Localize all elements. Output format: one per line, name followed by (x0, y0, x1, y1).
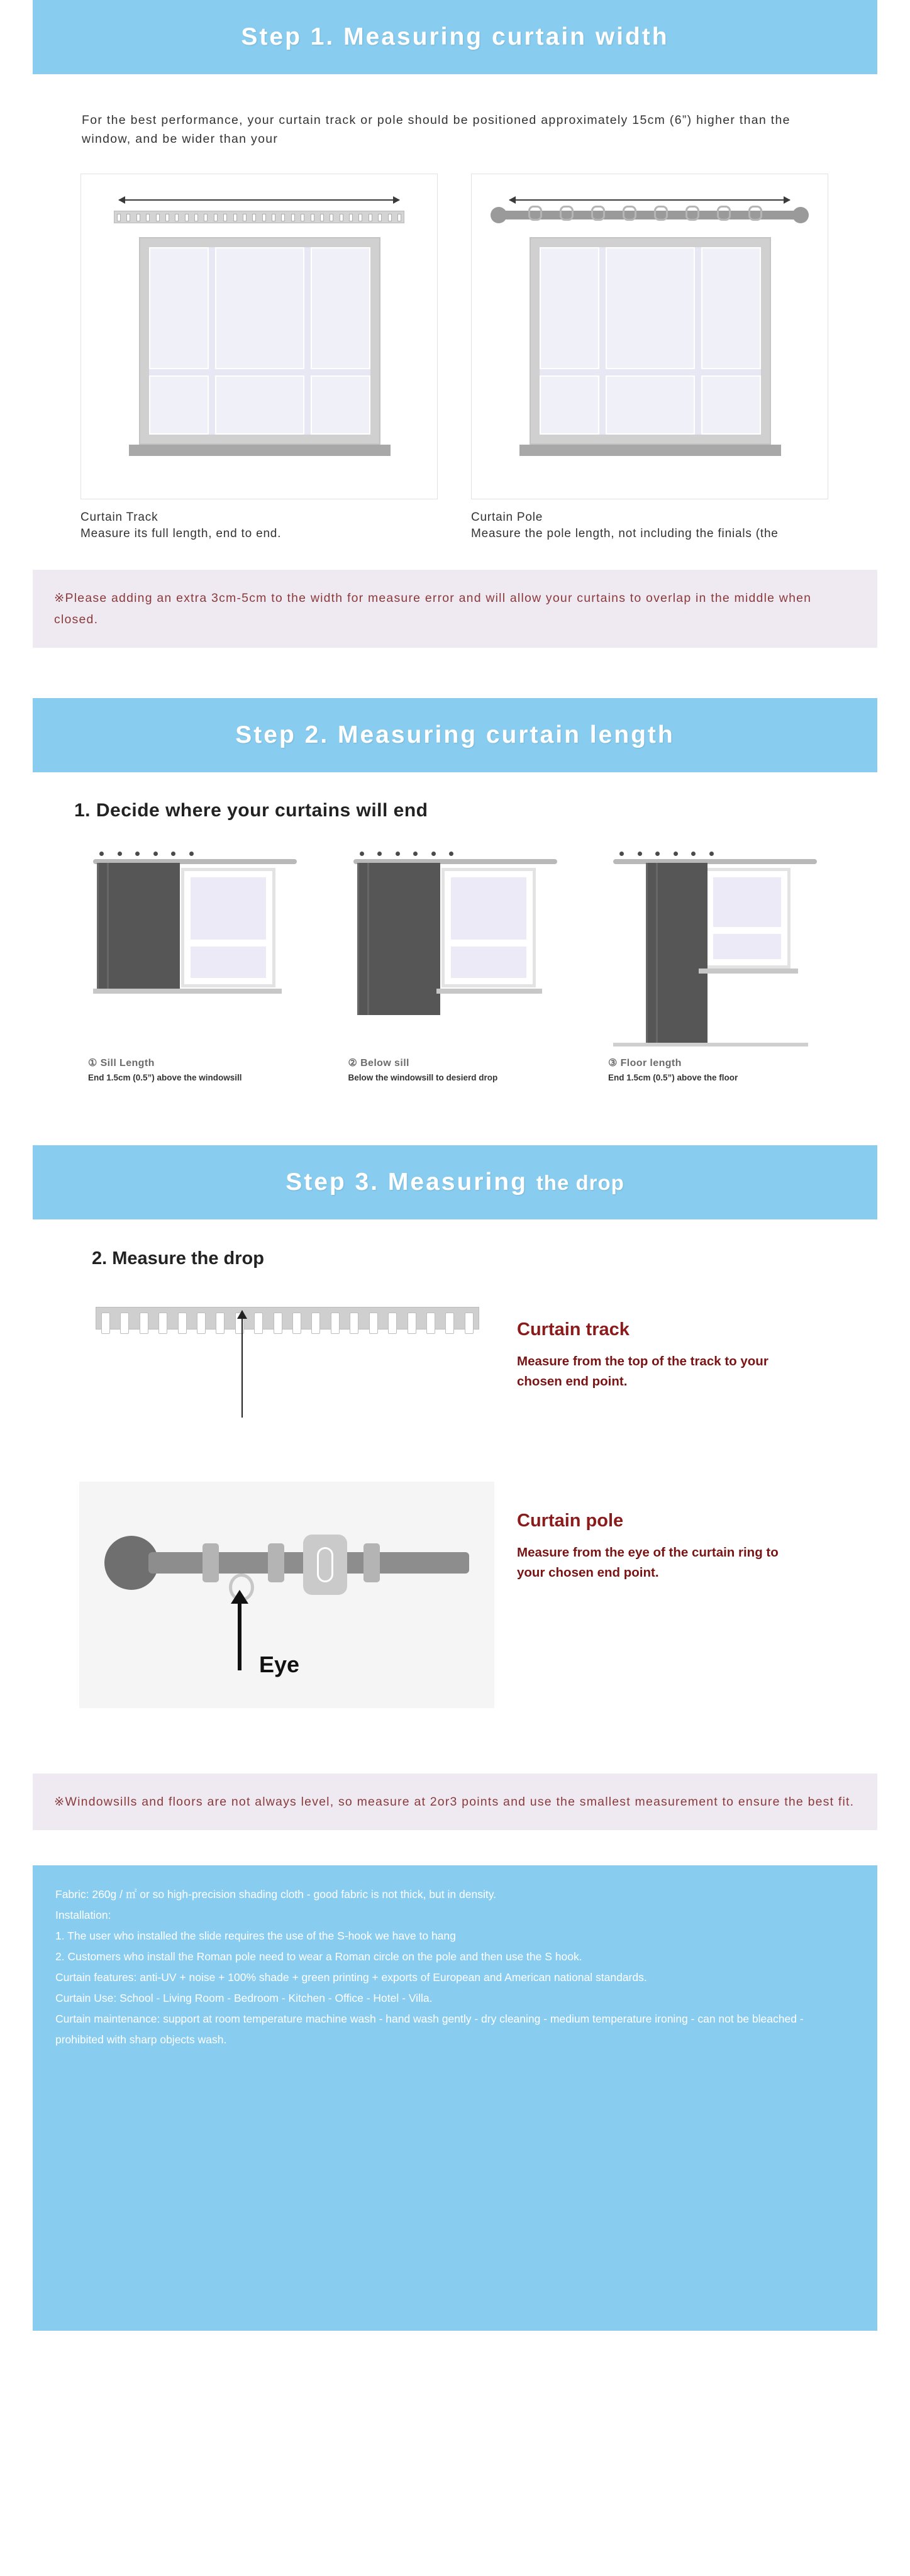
product-info-box (33, 1865, 877, 2331)
sill-length-card (88, 843, 302, 1082)
windowsill-icon (519, 445, 781, 456)
curtain-pole-card (471, 174, 830, 542)
window-icon (181, 868, 275, 987)
curtain-track-desc: Measure its full length, end to end. (80, 527, 282, 540)
curtain-pole-desc: Measure the pole length, not including the finials (the (471, 527, 779, 540)
window-icon (704, 868, 791, 969)
curtain-panel-icon (97, 863, 180, 989)
pole-collar-icon (363, 1543, 380, 1582)
pole-drop-graphic (79, 1482, 494, 1708)
floor-length-desc: End 1.5cm (0.5”) above the floor (608, 1073, 738, 1082)
eye-label: Eye (259, 1652, 300, 1677)
step1-banner (33, 0, 877, 74)
curtain-pole-title: Curtain Pole (471, 511, 543, 524)
step3-title-sub: the drop (536, 1171, 624, 1194)
curtain-track-diagram (80, 174, 438, 499)
measure-arrow-icon (241, 1311, 243, 1418)
pole-ring-icon (685, 206, 699, 221)
pole-ring-icon (591, 206, 605, 221)
curtain-pole-drop-text (517, 1482, 800, 1583)
windowsill-icon (699, 969, 798, 974)
step2-title: Step 2. Measuring curtain length (235, 721, 675, 748)
step1-note: ※Please adding an extra 3cm-5cm to the width for measure error and will allow your curtains to overlap in the middle when closed. (33, 570, 877, 648)
track-bar-icon (96, 1307, 479, 1330)
info-line-use: Curtain Use: School - Living Room - Bedroom - Kitchen - Office - Hotel - Villa. (55, 1992, 433, 2004)
info-line-features: Curtain features: anti-UV + noise + 100% shade + green printing + exports of European and American national standards. (55, 1971, 647, 1984)
below-sill-diagram (348, 843, 562, 1050)
window-frame-icon (139, 237, 380, 445)
info-line-fabric: Fabric: 260g / ㎡ or so high-precision shading cloth - good fabric is not thick, but in density. (55, 1888, 497, 1901)
step3-note: ※Windowsills and floors are not always level, so measure at 2or3 points and use the smallest measurement to ensure the best fit. (33, 1774, 877, 1830)
curtain-pole-drop-desc: Measure from the eye of the curtain ring to your chosen end point. (517, 1545, 779, 1580)
below-sill-label: ② Below sill (348, 1058, 409, 1069)
curtain-hooks-icon (619, 852, 714, 860)
info-line-install-2: 2. Customers who install the Roman pole need to wear a Roman circle on the pole and then use the S hook. (55, 1950, 582, 1963)
step2-banner (33, 698, 877, 772)
curtain-track-drop-text (517, 1291, 800, 1392)
curtain-panel-icon (357, 863, 440, 1015)
track-rings-icon (117, 214, 401, 221)
floor-length-card (608, 843, 822, 1082)
pole-ring-icon (654, 206, 668, 221)
width-arrow-icon (509, 199, 790, 201)
window-icon (441, 868, 536, 987)
track-bar-icon (114, 211, 404, 223)
step1-diagrams (80, 174, 830, 542)
sill-length-label: ① Sill Length (88, 1058, 155, 1069)
curtain-pole-drop-block (79, 1482, 910, 1708)
floor-length-label: ③ Floor length (608, 1058, 682, 1069)
step3-title (286, 1169, 624, 1196)
windowsill-icon (436, 989, 542, 994)
step1-title: Step 1. Measuring curtain width (241, 23, 669, 50)
pole-bracket-icon (303, 1535, 347, 1595)
step3-title-main: Step 3. Measuring (286, 1169, 528, 1196)
pole-ring-icon (717, 206, 731, 221)
sill-length-desc: End 1.5cm (0.5”) above the windowsill (88, 1073, 242, 1082)
curtain-track-drop-title: Curtain track (517, 1319, 630, 1340)
curtain-track-drop-block (79, 1291, 910, 1435)
step2-heading: 1. Decide where your curtains will end (74, 800, 428, 821)
track-rings-icon (101, 1313, 474, 1334)
curtain-hooks-icon (360, 852, 454, 860)
info-line-maintenance: Curtain maintenance: support at room temperature machine wash - hand wash gently - dry cleaning - medium temperature ironing - can not be bleached - prohibited with sharp objects wash. (55, 2012, 804, 2046)
width-arrow-icon (119, 199, 399, 201)
pole-finial-left-icon (491, 207, 507, 223)
info-line-install-1: 1. The user who installed the slide requires the use of the S-hook we have to hang (55, 1929, 456, 1942)
sill-length-diagram (88, 843, 302, 1050)
step2-diagrams (88, 843, 822, 1082)
pole-ring-icon (528, 206, 542, 221)
floor-line-icon (613, 1043, 808, 1046)
step3-banner (33, 1145, 877, 1219)
step3-heading: 2. Measure the drop (92, 1248, 264, 1269)
below-sill-desc: Below the windowsill to desierd drop (348, 1073, 498, 1082)
curtain-hooks-icon (99, 852, 194, 860)
curtain-track-card (80, 174, 439, 542)
pole-ring-icon (748, 206, 762, 221)
pole-collar-icon (268, 1543, 284, 1582)
curtain-track-title: Curtain Track (80, 511, 158, 524)
windowsill-icon (93, 989, 282, 994)
below-sill-card (348, 843, 562, 1082)
curtain-pole-diagram (471, 174, 828, 499)
pole-ring-icon (560, 206, 574, 221)
info-line-installation: Installation: (55, 1909, 111, 1921)
curtain-track-drop-desc: Measure from the top of the track to your chosen end point. (517, 1354, 769, 1389)
step1-intro: For the best performance, your curtain track or pole should be positioned approximately 15cm (6”) higher than the window, and be wider than your (82, 113, 791, 146)
measure-arrow-icon (238, 1602, 241, 1670)
pole-ring-icon (623, 206, 636, 221)
window-frame-icon (530, 237, 771, 445)
curtain-track-caption (80, 509, 439, 542)
curtain-pole-caption (471, 509, 830, 542)
floor-length-diagram (608, 843, 822, 1050)
curtain-pole-drop-title: Curtain pole (517, 1511, 624, 1531)
pole-collar-icon (203, 1543, 219, 1582)
windowsill-icon (129, 445, 391, 456)
pole-finial-right-icon (792, 207, 809, 223)
track-drop-graphic (79, 1291, 494, 1435)
curtain-panel-icon (646, 863, 707, 1043)
